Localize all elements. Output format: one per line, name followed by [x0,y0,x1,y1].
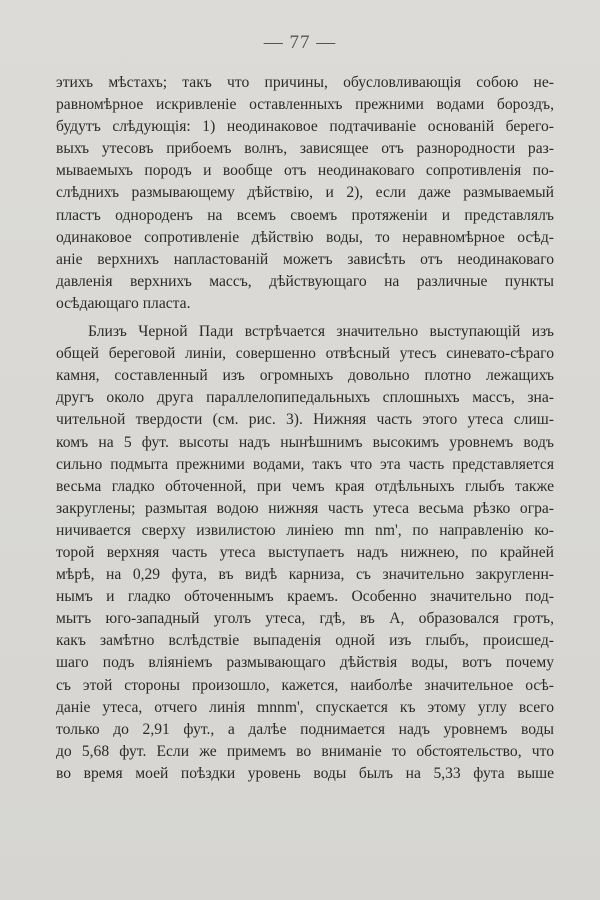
text-line: камня, составленный изъ огромныхъ довольно плотно лежащихъ [56,367,554,385]
paragraph [56,72,554,315]
text-line: этихъ мѣстахъ; такъ что причины, обусловливающія собою не- [56,74,554,91]
text-line: весьма гладко обточенной, при чемъ края отдѣльныхъ глыбъ также [56,477,554,495]
text-line: комъ на 5 фут. высоты надъ нынѣшнимъ высокимъ уровнемъ водъ [56,433,554,451]
text-line: мытъ юго-западный уголъ утеса, гдѣ, въ А, образовался гротъ, [56,610,554,628]
text-line: осѣдающаго пласта. [56,294,191,312]
text-line: чительной твердости (см. рис. 3). Нижняя часть этого утеса слиш- [56,411,554,429]
text-line: общей береговой линіи, совершенно отвѣсный утесъ синевато-сѣраго [56,345,554,363]
paragraph [56,321,554,785]
text-line: закруглены; размытая водою нижняя часть утеса весьма рѣзко огра- [56,499,554,517]
text-line: только до 2,91 фут., а далѣе поднимается надъ уровнемъ воды [56,720,554,738]
body-text [56,72,554,785]
text-line: Близъ Черной Пади встрѣчается значительно выступающій изъ [88,323,554,341]
text-line: давленія верхнихъ массъ, дѣйствующаго на различные пункты [56,272,554,290]
text-line: во время моей поѣздки уровень воды былъ на 5,33 фута выше [56,764,554,782]
text-line: до 5,68 фут. Если же примемъ во вниманіе то обстоятельство, что [56,742,554,760]
text-line: выхъ утесовъ прибоемъ волнъ, зависящее отъ разнородности раз- [56,140,554,158]
text-line: даніе утеса, отчего линія mnnm', спускается къ этому углу всего [56,698,554,716]
text-line: пластъ однороденъ на всемъ своемъ протяженіи и представлялъ [56,206,554,224]
text-line: шаго подъ вліяніемъ размывающаго дѣйствія воды, вотъ почему [56,654,554,672]
page-number: — 77 — [263,32,337,53]
text-line: мѣрѣ, на 0,29 фута, въ видѣ карниза, съ значительно закругленн- [56,566,554,584]
text-line: сильно подмыта прежними водами, такъ что эта часть представляется [56,455,554,473]
text-line: ничивается сверху извилистою линіею mn nm', по направленію ко- [56,521,554,539]
text-line: съ этой стороны произошло, кажется, наиболѣе значительное осѣ- [56,676,554,694]
text-line: мываемыхъ породъ и вообще отъ неодинаковаго сопротивленія по- [56,162,554,180]
text-line: равномѣрное искривленіе оставленныхъ прежними водами бороздъ, [56,96,554,114]
text-line: нымъ и гладко обточеннымъ краемъ. Особенно значительно под- [56,588,554,606]
text-line: какъ замѣтно вслѣдствіе выпаденія одной изъ глыбъ, происшед- [56,632,554,650]
text-line: торой верхняя часть утеса выступаетъ надъ нижнею, по крайней [56,543,554,561]
text-line: другъ около друга параллелопипедальныхъ сплошныхъ массъ, зна- [56,389,554,407]
text-line: одинаковое сопротивленіе дѣйствію воды, то неравномѣрное осѣд- [56,228,554,246]
text-line: будутъ слѣдующія: 1) неодинаковое подтачиваніе основаній берего- [56,118,554,136]
text-line: слѣднихъ размывающему дѣйствію, и 2), если даже размываемый [56,184,554,202]
text-line: аніе верхнихъ напластованій можетъ зависѣть отъ неодинаковаго [56,250,554,268]
